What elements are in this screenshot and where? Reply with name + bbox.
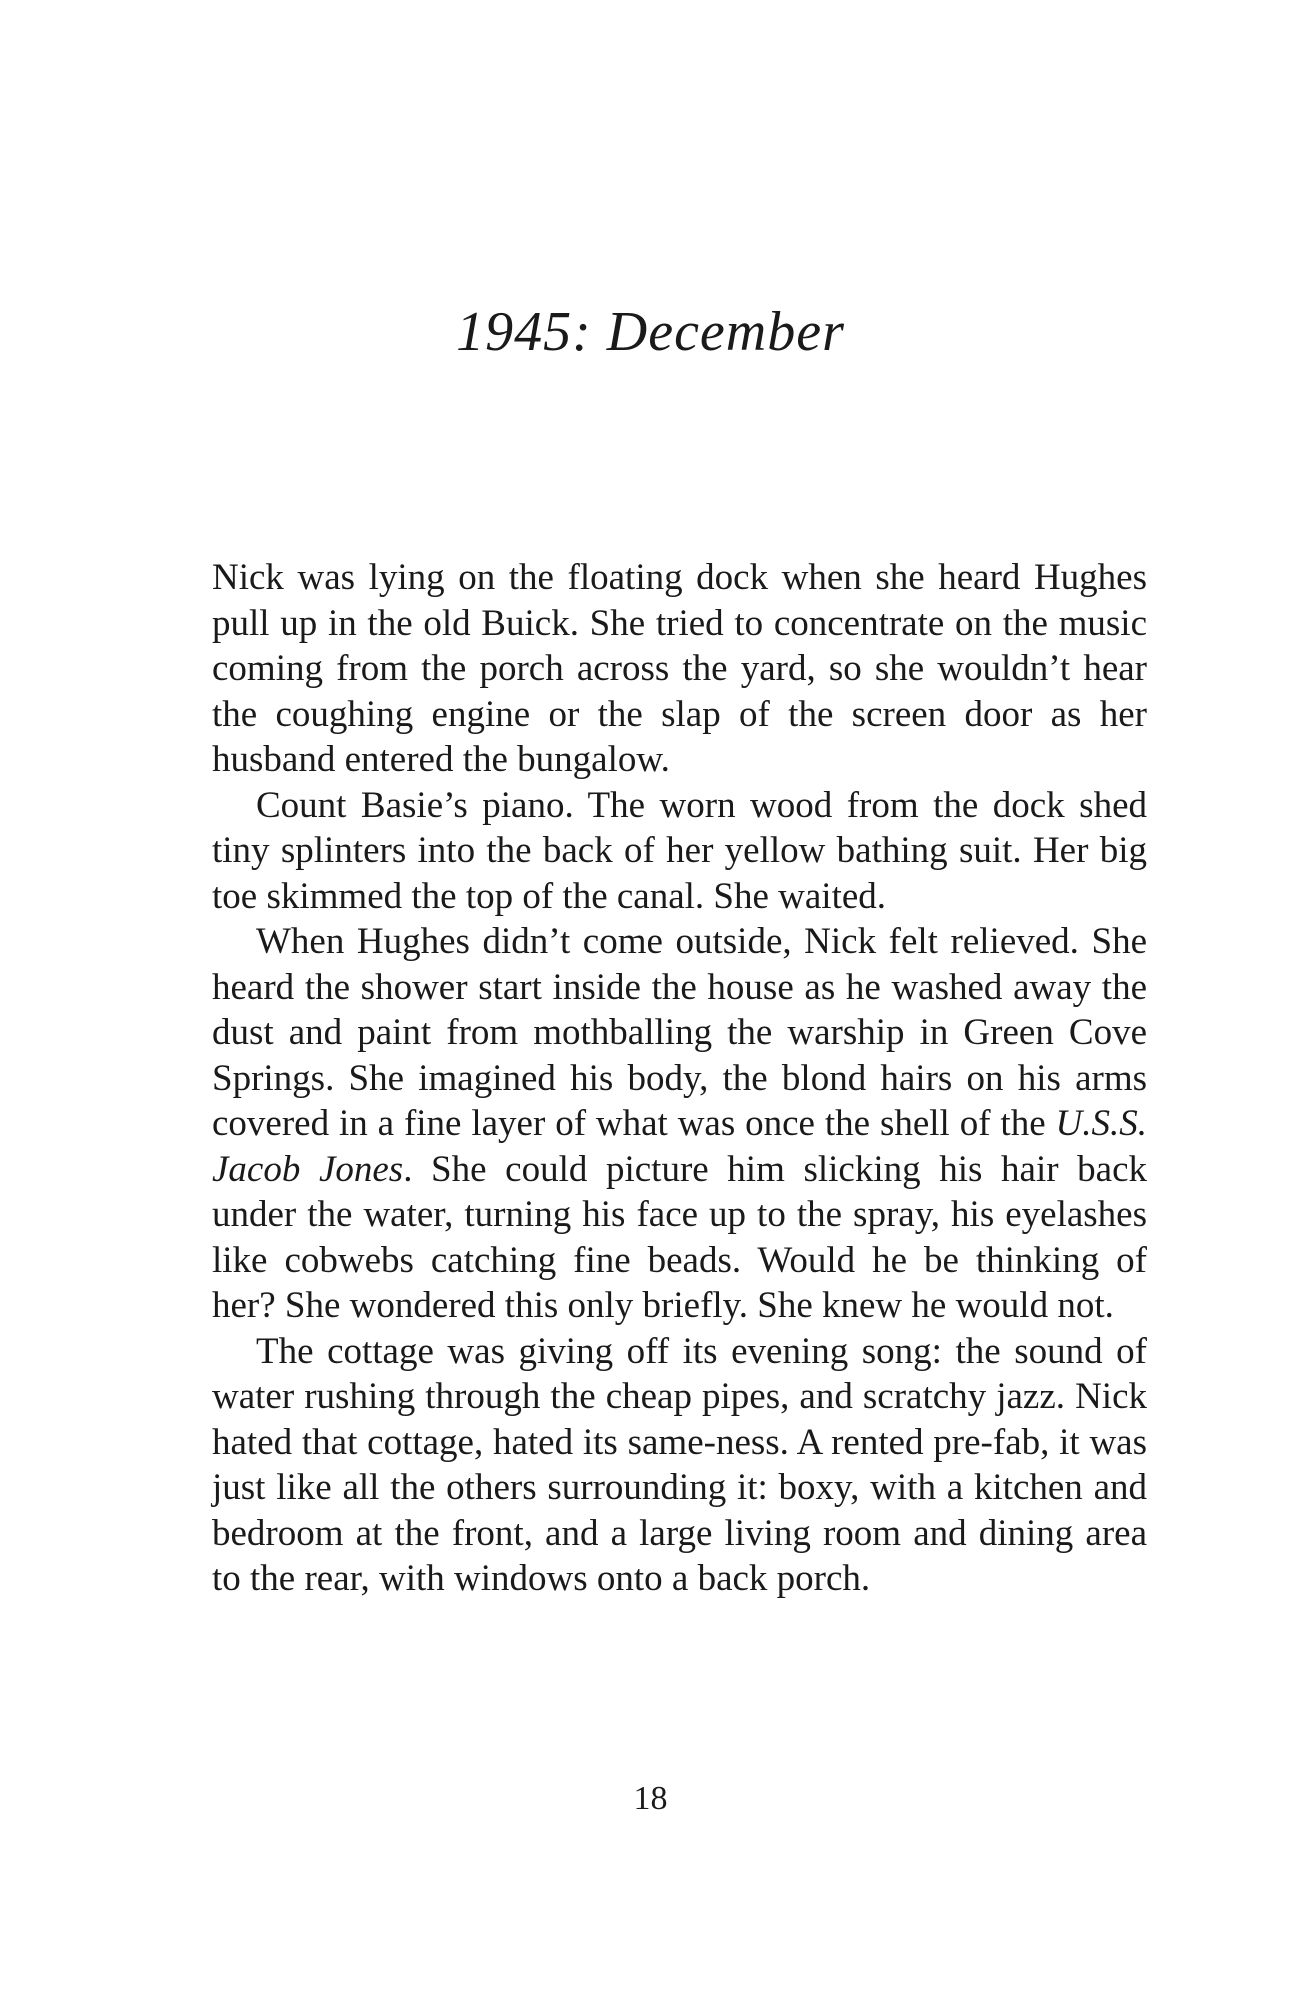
- page-number: 18: [633, 1780, 668, 1817]
- body-text: [212, 555, 1147, 1602]
- paragraph-2-text: Count Basie’s piano. The worn wood from the dock shed tiny splinters into the back of her yellow bathing suit. Her big toe skimmed the top of the canal. She waited.: [212, 784, 1147, 917]
- ship-name: U.S.S. Jacob Jones: [212, 1103, 1147, 1190]
- paragraph-1-text: Nick was lying on the floating dock when she heard Hughes pull up in the old Buick. She tried to concentrate on the music coming from the porch across the yard, so she wouldn’t hear the coughing engine or the slap of the screen door as her husband entered the bungalow.: [212, 557, 1147, 780]
- paragraph-3-text: When Hughes didn’t come outside, Nick felt relieved. She heard the shower start inside the house as he washed away the dust and paint from mothballing the warship in Green Cove Springs. She imagined his body, the blond hairs on his arms covered in a fine layer of what was once the shell of the: [212, 921, 1147, 1144]
- paragraph-2: [212, 783, 1147, 920]
- paragraph-4-text: The cottage was giving off its evening song: the sound of water rushing through the cheap pipes, and scratchy jazz. Nick hated that cottage, hated its same-ness. A rented pre-fab, it was just like all the others surrounding it: boxy, with a kitchen and bedroom at the front, and a large living room and dining area to the rear, with windows onto a back porch.: [212, 1330, 1147, 1599]
- paragraph-3: [212, 919, 1147, 1329]
- chapter-title: 1945: December: [456, 301, 845, 363]
- paragraph-3-text-tail: . She could picture him slicking his hair back under the water, turning his face up to the spray, his eyelashes like cobwebs catching fine beads. Would he be thinking of her? She wondered this only briefly. She knew he would not.: [212, 1148, 1147, 1326]
- paragraph-1: [212, 555, 1147, 783]
- paragraph-4: [212, 1329, 1147, 1602]
